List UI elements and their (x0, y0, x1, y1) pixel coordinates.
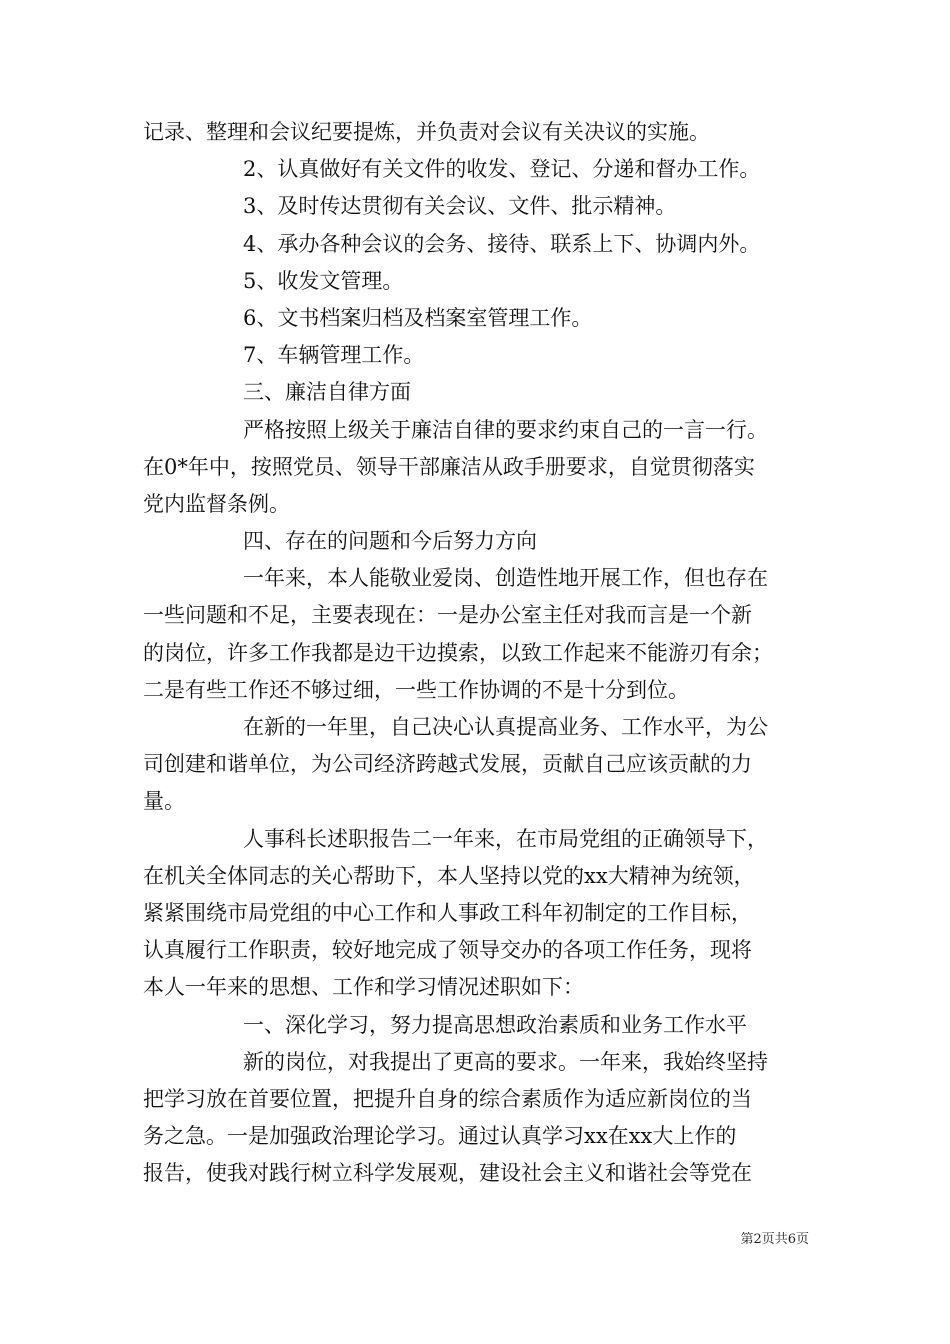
text-line: 紧紧围绕市局党组的中心工作和人事政工科年初制定的工作目标， (143, 900, 752, 925)
text-line: 5、收发文管理。 (243, 268, 404, 293)
text-line: 严格按照上级关于廉洁自律的要求约束自己的一言一行。 (243, 417, 768, 442)
text-line: 把学习放在首要位置，把提升自身的综合素质作为适应新岗位的当 (143, 1086, 752, 1111)
text-line: 在新的一年里，自己决心认真提高业务、工作水平，为公 (243, 715, 768, 739)
text-line: 本人一年来的思想、工作和学习情况述职如下： (143, 975, 584, 1000)
document-body (143, 114, 809, 1192)
text-line: 党内监督条例。 (143, 491, 290, 516)
text-line: 4、承办各种会议的会务、接待、联系上下、协调内外。 (243, 231, 761, 256)
section-heading: 三、廉洁自律方面 (243, 380, 411, 405)
text-line: 一年来，本人能敬业爱岗、创造性地开展工作，但也存在 (243, 566, 768, 591)
text-line: 的岗位，许多工作我都是边干边摸索，以致工作起来不能游刃有余； (143, 640, 773, 665)
text-line: 在0*年中，按照党员、领导干部廉洁从政手册要求，自觉贯彻落实 (143, 454, 755, 479)
text-line: 在机关全体同志的关心帮助下，本人坚持以党的xx大精神为统领， (143, 863, 755, 888)
text-line: 7、车辆管理工作。 (243, 343, 425, 368)
text-line: 报告，使我对践行树立科学发展观，建设社会主义和谐社会等党在 (143, 1161, 752, 1186)
text-line: 认真履行工作职责，较好地完成了领导交办的各项工作任务，现将 (143, 938, 752, 963)
text-line: 一些问题和不足，主要表现在：一是办公室主任对我而言是一个新 (143, 603, 752, 628)
section-heading: 四、存在的问题和今后努力方向 (243, 529, 537, 554)
text-line: 新的岗位，对我提出了更高的要求。一年来，我始终坚持 (243, 1049, 768, 1074)
section-heading: 一、深化学习，努力提高思想政治素质和业务工作水平 (243, 1012, 747, 1037)
text-line: 二是有些工作还不够过细，一些工作协调的不是十分到位。 (143, 677, 689, 702)
text-line: 司创建和谐单位，为公司经济跨越式发展，贡献自己应该贡献的力 (143, 752, 752, 777)
text-line: 人事科长述职报告二一年来，在市局党组的正确领导下， (243, 826, 768, 851)
text-line: 3、及时传达贯彻有关会议、文件、批示精神。 (243, 194, 677, 219)
text-line: 记录、整理和会议纪要提炼，并负责对会议有关决议的实施。 (143, 120, 710, 144)
text-line: 2、认真做好有关文件的收发、登记、分递和督办工作。 (243, 157, 761, 182)
text-line: 量。 (143, 789, 185, 814)
text-line: 务之急。一是加强政治理论学习。通过认真学习xx在xx大上作的 (143, 1124, 737, 1149)
text-line: 6、文书档案归档及档案室管理工作。 (243, 305, 593, 330)
page-number: 第2页共6页 (740, 1232, 809, 1247)
